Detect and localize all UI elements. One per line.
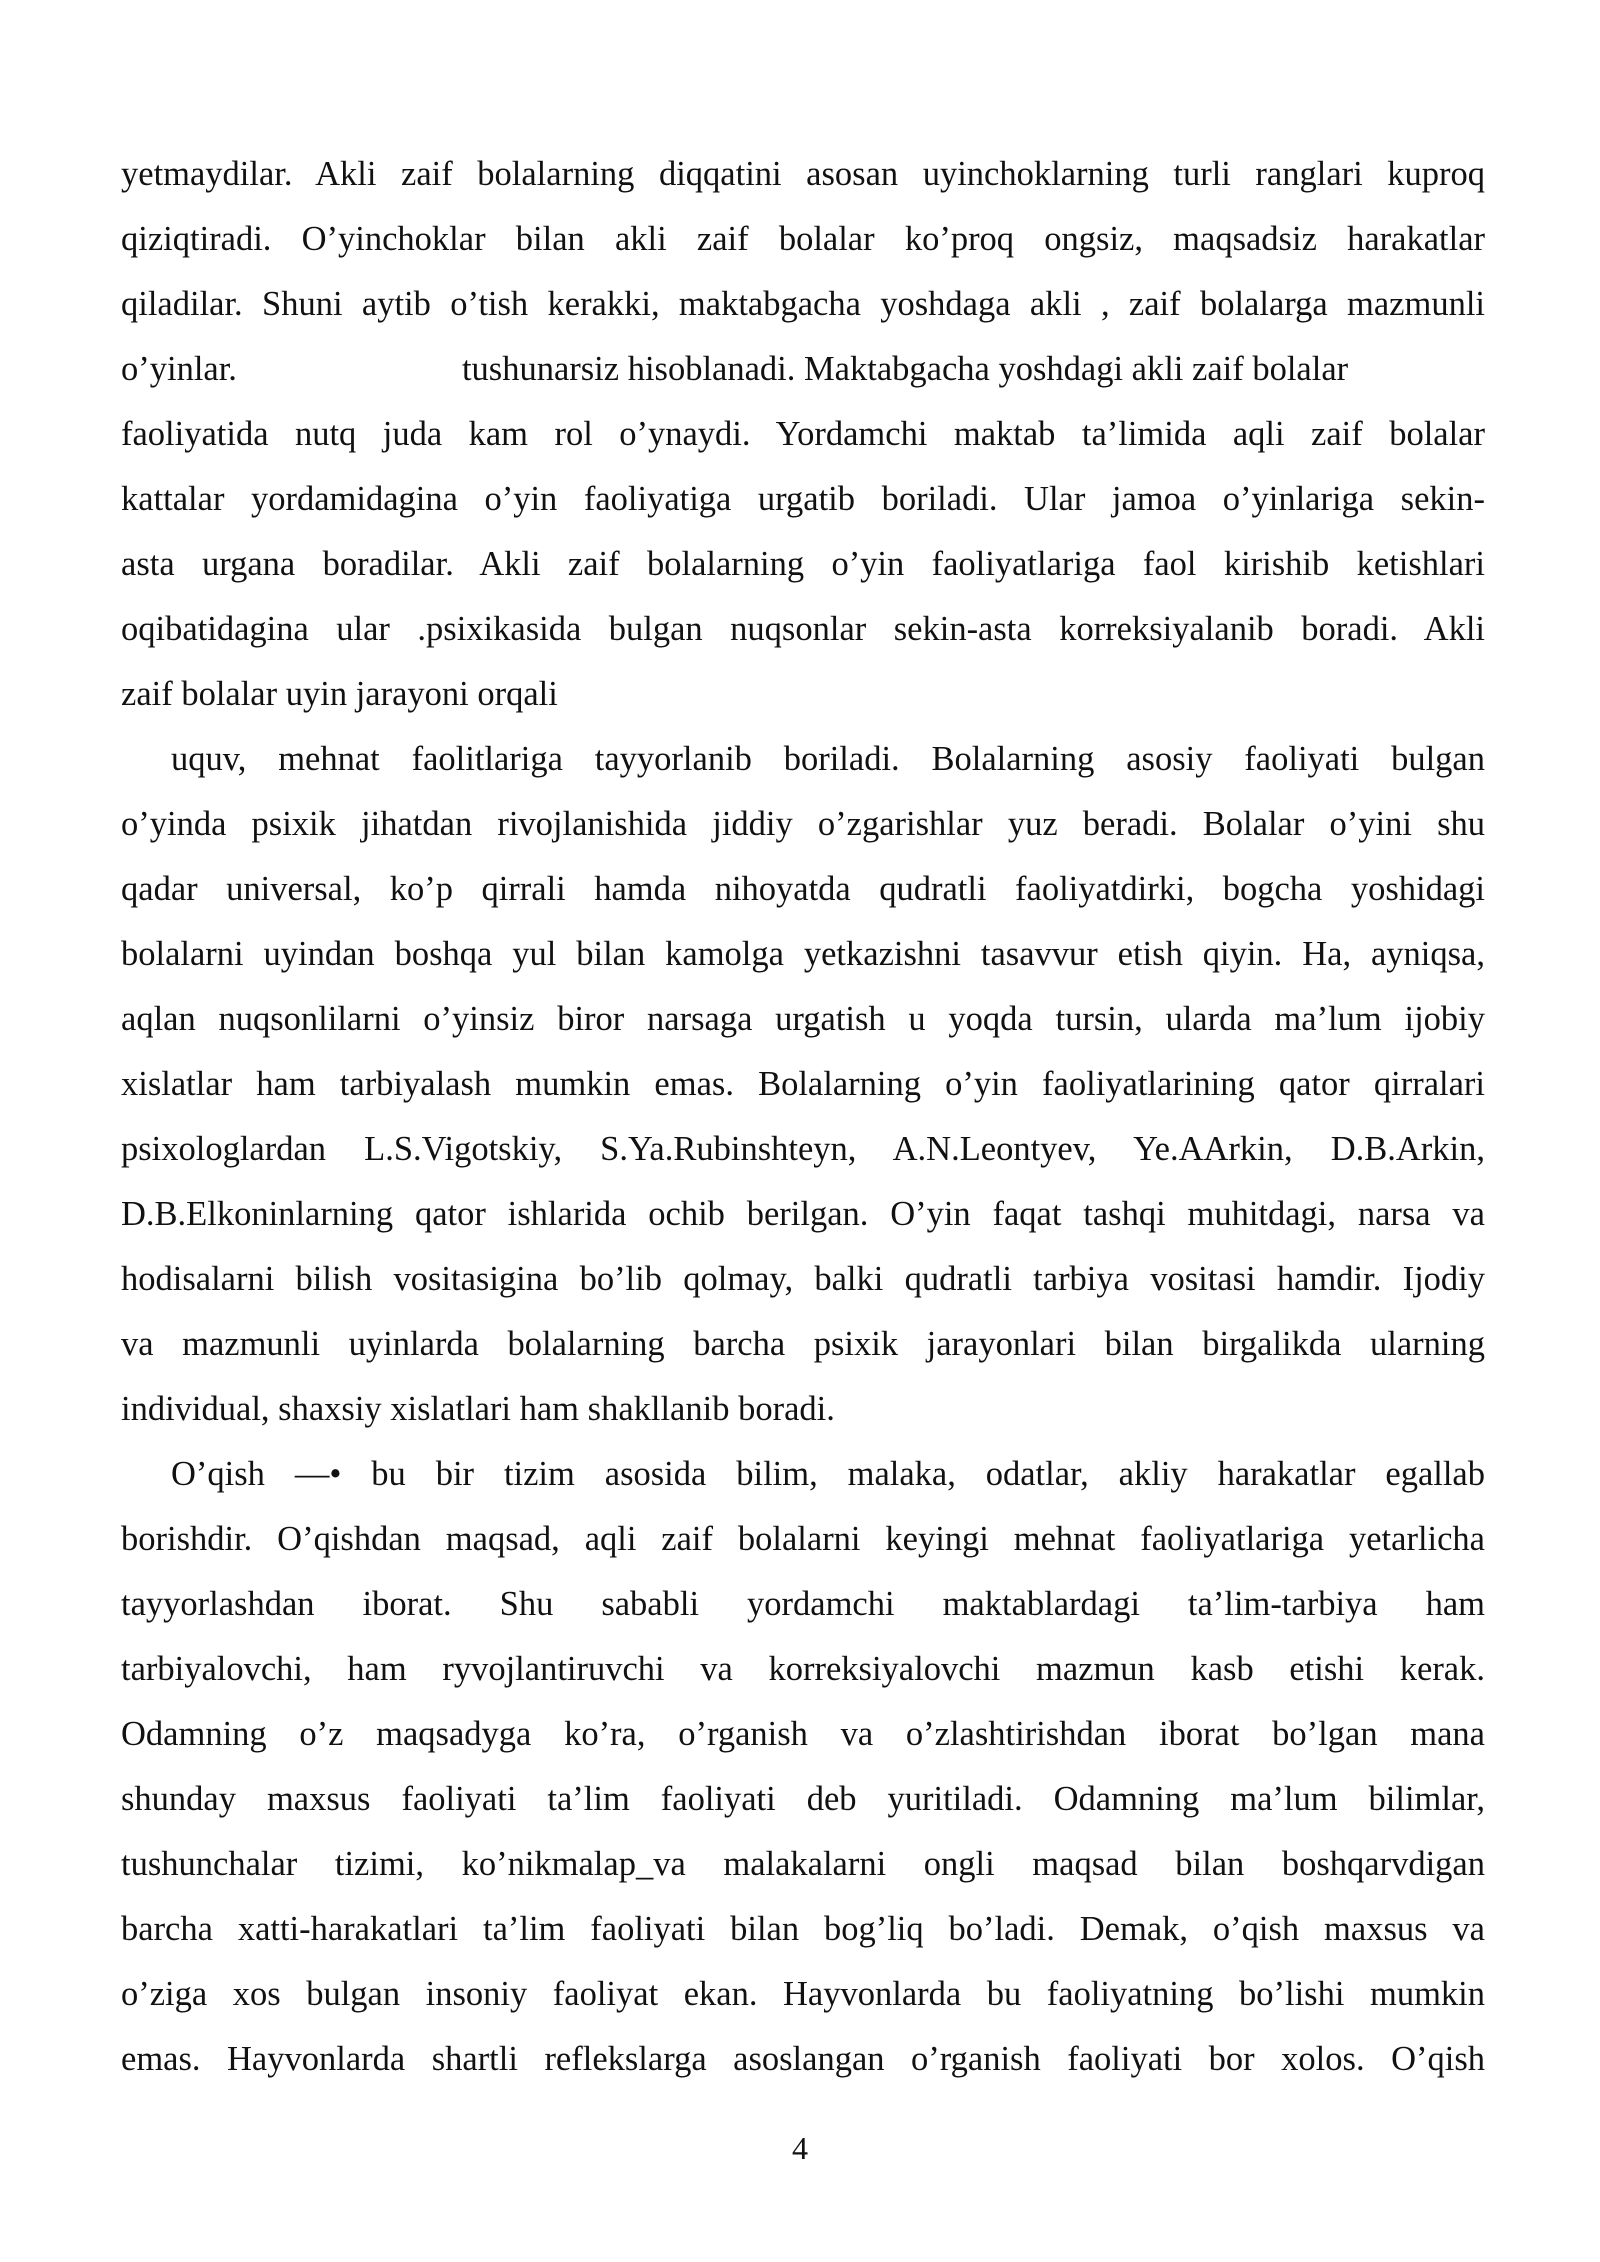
text-line: shunday maxsus faoliyati ta’lim faoliyati deb yuritiladi. Odamning ma’lum bilimlar, bbox=[121, 1780, 1485, 1818]
text-line: O’qish —• bu bir tizim asosida bilim, malaka, odatlar, akliy harakatlar egallab bbox=[171, 1455, 1485, 1493]
text-line: oqibatidagina ular .psixikasida bulgan nuqsonlar sekin-asta korreksiyalanib boradi. Akli bbox=[121, 610, 1485, 648]
body-text bbox=[121, 142, 1485, 2092]
text-line: kattalar yordamidagina o’yin faoliyatiga urgatib boriladi. Ular jamoa o’yinlariga sekin- bbox=[121, 480, 1485, 518]
text-line: hodisalarni bilish vositasigina bo’lib qolmay, balki qudratli tarbiya vositasi hamdir. Ijodiy bbox=[121, 1260, 1485, 1298]
text-line: emas. Hayvonlarda shartli reflekslarga asoslangan o’rganish faoliyati bor xolos. O’qish bbox=[121, 2040, 1485, 2078]
text-line: bolalarni uyindan boshqa yul bilan kamolga yetkazishni tasavvur etish qiyin. Ha, ayniqsa, bbox=[121, 935, 1485, 973]
text-line: Odamning o’z maqsadyga ko’ra, o’rganish va o’zlashtirishdan iborat bo’lgan mana bbox=[121, 1715, 1485, 1753]
text-fragment: o’yinlar. bbox=[121, 350, 237, 388]
text-line: faoliyatida nutq juda kam rol o’ynaydi. Yordamchi maktab ta’limida aqli zaif bolalar bbox=[121, 415, 1485, 453]
text-line: psixologlardan L.S.Vigotskiy, S.Ya.Rubinshteyn, A.N.Leontyev, Ye.AArkin, D.B.Arkin, bbox=[121, 1130, 1485, 1168]
page-number: 4 bbox=[792, 2130, 808, 2166]
text-line: tushunchalar tizimi, ko’nikmalap_va malakalarni ongli maqsad bilan boshqarvdigan bbox=[121, 1845, 1485, 1883]
text-line: asta urgana boradilar. Akli zaif bolalarning o’yin faoliyatlariga faol kirishib ketishlari bbox=[121, 545, 1485, 583]
text-line: borishdir. O’qishdan maqsad, aqli zaif bolalarni keyingi mehnat faoliyatlariga yetarlicha bbox=[121, 1520, 1485, 1558]
text-line: o’ziga xos bulgan insoniy faoliyat ekan. Hayvonlarda bu faoliyatning bo’lishi mumkin bbox=[121, 1975, 1485, 2013]
text-line: individual, shaxsiy xislatlari ham shakllanib boradi. bbox=[121, 1390, 835, 1428]
text-line: tayyorlashdan iborat. Shu sababli yordamchi maktablardagi ta’lim-tarbiya ham bbox=[121, 1585, 1485, 1623]
text-line: xislatlar ham tarbiyalash mumkin emas. Bolalarning o’yin faoliyatlarining qator qirralari bbox=[121, 1065, 1485, 1103]
text-line: o’yinda psixik jihatdan rivojlanishida jiddiy o’zgarishlar yuz beradi. Bolalar o’yini shu bbox=[121, 805, 1485, 843]
text-line: barcha xatti-harakatlari ta’lim faoliyati bilan bog’liq bo’ladi. Demak, o’qish maxsus va bbox=[121, 1910, 1485, 1948]
text-line: va mazmunli uyinlarda bolalarning barcha psixik jarayonlari bilan birgalikda ularning bbox=[121, 1325, 1485, 1363]
text-line: D.B.Elkoninlarning qator ishlarida ochib berilgan. O’yin faqat tashqi muhitdagi, narsa va bbox=[121, 1195, 1485, 1233]
text-line: qiladilar. Shuni aytib o’tish kerakki, maktabgacha yoshdaga akli , zaif bolalarga mazmunli bbox=[121, 285, 1485, 323]
text-line: aqlan nuqsonlilarni o’yinsiz biror narsaga urgatish u yoqda tursin, ularda ma’lum ijobiy bbox=[121, 1000, 1485, 1038]
text-line: yetmaydilar. Akli zaif bolalarning diqqatini asosan uyinchoklarning turli ranglari kuproq bbox=[121, 155, 1485, 193]
text-fragment: tushunarsiz hisoblanadi. Maktabgacha yoshdagi akli zaif bolalar bbox=[461, 350, 1349, 388]
text-line-split bbox=[121, 337, 1485, 402]
text-line: uquv, mehnat faolitlariga tayyorlanib boriladi. Bolalarning asosiy faoliyati bulgan bbox=[171, 740, 1485, 778]
text-line: qiziqtiradi. O’yinchoklar bilan akli zaif bolalar ko’proq ongsiz, maqsadsiz harakatlar bbox=[121, 220, 1485, 258]
text-line: qadar universal, ko’p qirrali hamda nihoyatda qudratli faoliyatdirki, bogcha yoshidagi bbox=[121, 870, 1485, 908]
text-line: zaif bolalar uyin jarayoni orqali bbox=[121, 675, 558, 713]
text-line: tarbiyalovchi, ham ryvojlantiruvchi va korreksiyalovchi mazmun kasb etishi kerak. bbox=[121, 1650, 1485, 1688]
